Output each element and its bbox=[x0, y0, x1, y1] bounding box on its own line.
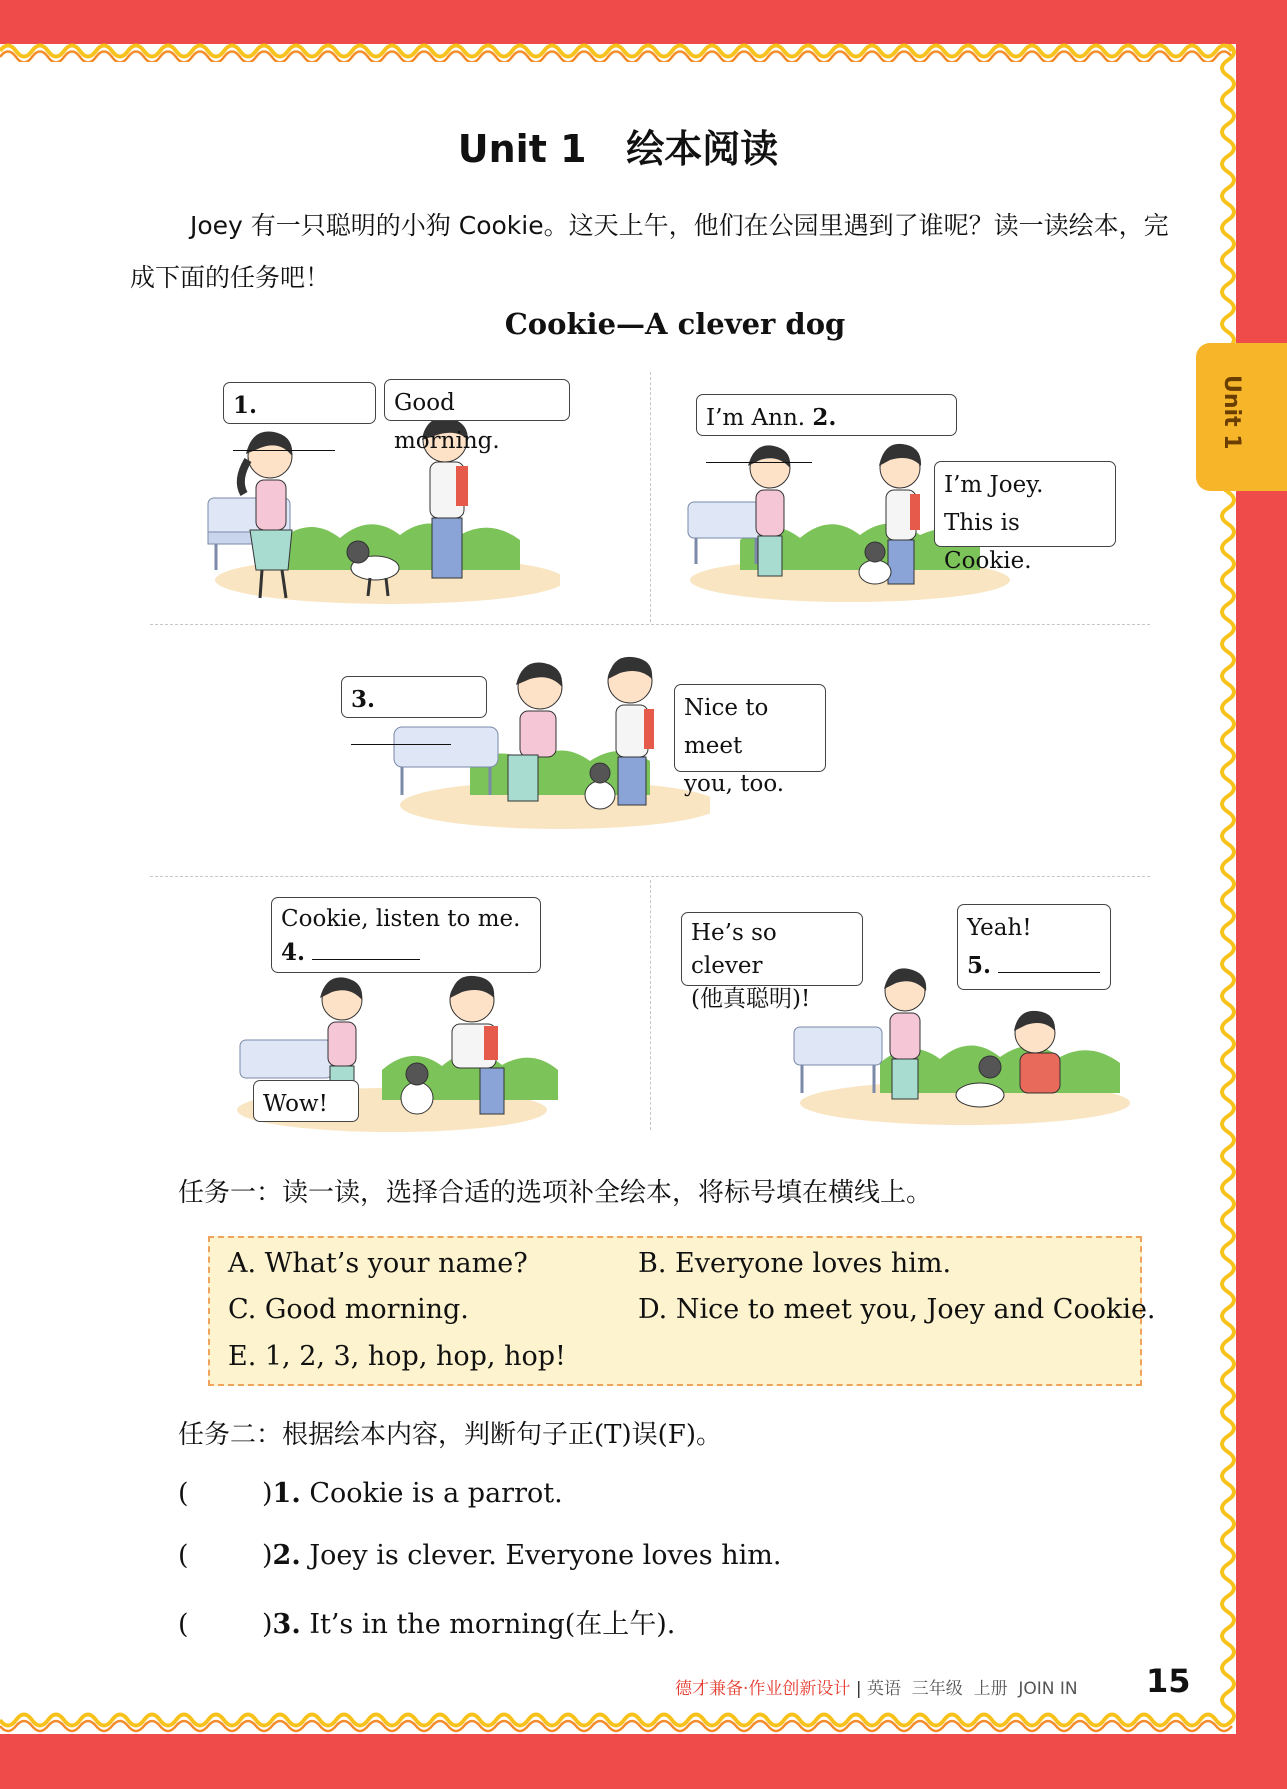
panel-4-bubble-boy-line1: Cookie, listen to me. bbox=[281, 906, 521, 932]
panel-4-bubble-boy bbox=[271, 897, 541, 973]
right-wavy-border bbox=[1218, 44, 1242, 1734]
panel-3-bubble-girl-num: 3. bbox=[351, 686, 376, 713]
option-c: C. Good morning. bbox=[228, 1294, 469, 1325]
true-false-item-1: ( )1. Cookie is a parrot. bbox=[178, 1478, 563, 1509]
true-false-item-2: ( )2. Joey is clever. Everyone loves him. bbox=[178, 1540, 782, 1571]
panel-divider-vertical-top bbox=[650, 372, 651, 622]
panel-2-bubble-girl bbox=[696, 394, 957, 436]
panel-5-bubble-girl-line2: (他真聪明)! bbox=[691, 986, 811, 1012]
option-b: B. Everyone loves him. bbox=[638, 1248, 952, 1279]
panel-1-bubble-girl bbox=[223, 382, 376, 424]
unit-side-tab-label: Unit 1 bbox=[1219, 375, 1244, 450]
panel-divider-horizontal-1 bbox=[150, 624, 1150, 625]
top-wavy-border bbox=[0, 40, 1236, 62]
tf-item-3-text: It’s in the morning(在上午). bbox=[300, 1609, 676, 1640]
panel-2-bubble-boy-line2: This is Cookie. bbox=[944, 510, 1032, 574]
panel-2-bubble-boy bbox=[934, 461, 1116, 574]
option-d: D. Nice to meet you, Joey and Cookie. bbox=[638, 1294, 1156, 1325]
panel-3-bubble-boy-line2: you, too. bbox=[684, 771, 785, 797]
panel-1-bubble-boy: Good morning. bbox=[384, 379, 570, 421]
panel-2-bubble-girl-num: 2. bbox=[812, 404, 837, 431]
panel-divider-vertical-bottom bbox=[650, 880, 651, 1130]
true-false-item-3: ( )3. It’s in the morning(在上午). bbox=[178, 1609, 676, 1640]
tf-item-2-text: Joey is clever. Everyone loves him. bbox=[300, 1540, 782, 1571]
footer-subject: 英语 三年级 上册 JOIN IN bbox=[866, 1679, 1078, 1699]
story-title: Cookie—A clever dog bbox=[504, 307, 846, 341]
answer-paren-2[interactable]: ( bbox=[178, 1540, 189, 1571]
intro-paragraph: Joey 有一只聪明的小狗 Cookie。这天上午，他们在公园里遇到了谁呢？读一读绘本，完成下面的任务吧！ bbox=[130, 211, 1169, 292]
panel-3-bubble-girl bbox=[341, 676, 487, 718]
panel-5-bubble-boy-num: 5. bbox=[967, 952, 992, 979]
panel-5-bubble-boy bbox=[957, 904, 1111, 990]
panel-4-bubble-girl: Wow! bbox=[253, 1080, 359, 1122]
option-e: E. 1, 2, 3, hop, hop, hop! bbox=[228, 1341, 566, 1372]
panel-3-bubble-boy-line1: Nice to meet bbox=[684, 695, 769, 759]
tf-item-1-text: Cookie is a parrot. bbox=[300, 1478, 563, 1509]
page-title: Unit 1 绘本阅读 bbox=[457, 127, 779, 171]
task-2-heading: 任务二：根据绘本内容，判断句子正(T)误(F)。 bbox=[178, 1420, 722, 1450]
unit-side-tab bbox=[1196, 343, 1287, 491]
answer-blank-4[interactable] bbox=[312, 937, 420, 960]
page-number: 15 bbox=[1146, 1662, 1191, 1700]
answer-paren-1[interactable]: ( bbox=[178, 1478, 189, 1509]
panel-3-bubble-boy bbox=[674, 684, 826, 797]
option-a: A. What’s your name? bbox=[228, 1248, 528, 1279]
bottom-wavy-border bbox=[0, 1712, 1236, 1734]
panel-5-bubble-girl-line1: He’s so clever bbox=[691, 920, 777, 979]
answer-blank-1[interactable] bbox=[233, 428, 335, 451]
answer-blank-3[interactable] bbox=[351, 722, 451, 745]
tf-item-1-num: 1. bbox=[272, 1478, 301, 1509]
answer-blank-5[interactable] bbox=[998, 950, 1100, 973]
panel-2-bubble-girl-text: I’m Ann. bbox=[706, 405, 806, 431]
panel-2-bubble-boy-line1: I’m Joey. bbox=[944, 472, 1044, 498]
task-1-heading: 任务一：读一读，选择合适的选项补全绘本，将标号填在横线上。 bbox=[178, 1178, 933, 1208]
tf-item-2-num: 2. bbox=[272, 1540, 301, 1571]
answer-paren-3[interactable]: ( bbox=[178, 1609, 189, 1640]
tf-item-3-num: 3. bbox=[272, 1609, 301, 1640]
panel-4-bubble-boy-num: 4. bbox=[281, 939, 306, 966]
panel-1-bubble-girl-num: 1. bbox=[233, 392, 258, 419]
answer-blank-2[interactable] bbox=[706, 440, 812, 463]
footer-brand: 德才兼备·作业创新设计 bbox=[675, 1679, 851, 1699]
panel-5-bubble-girl bbox=[681, 912, 863, 1012]
footer-separator: | bbox=[855, 1679, 862, 1699]
page-footer bbox=[675, 1674, 1078, 1699]
panel-5-bubble-boy-line1: Yeah! bbox=[967, 915, 1032, 941]
task-1-options-box bbox=[208, 1236, 1156, 1386]
panel-divider-horizontal-2 bbox=[150, 876, 1150, 877]
